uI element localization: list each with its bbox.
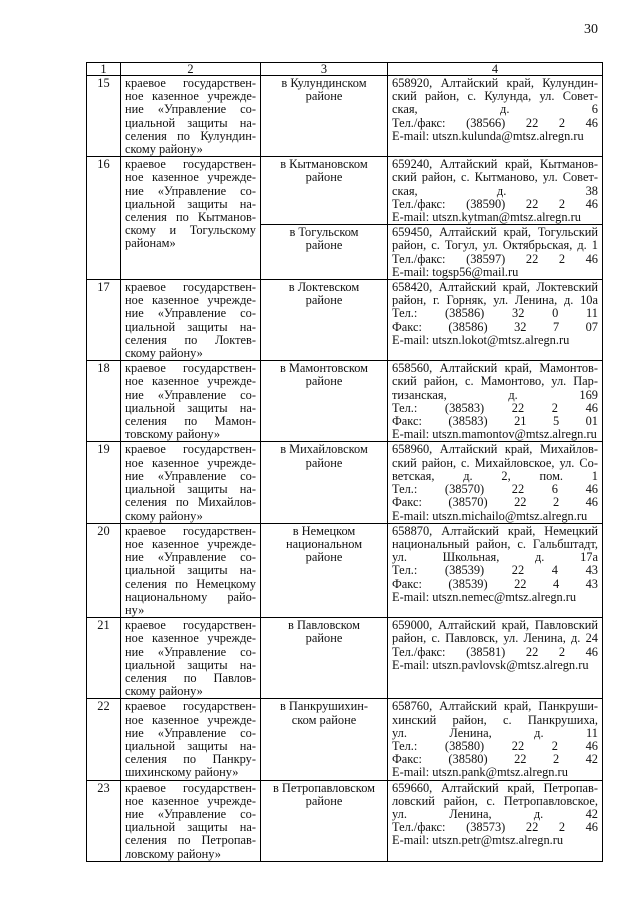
district-line: районе xyxy=(305,238,343,253)
row-number: 19 xyxy=(87,442,121,523)
organization-name-line: циальной защиты на- xyxy=(125,820,256,835)
address-line: E-mail: utszn.nemec@mtsz.alregn.ru xyxy=(392,589,577,604)
district xyxy=(261,699,388,780)
organization-name-line: национальному райо- xyxy=(125,589,256,604)
address-line: район, г. Горняк, ул. Ленина, д. 10а xyxy=(392,293,598,308)
district xyxy=(261,523,388,617)
address-line: национальный район, с. Гальбштадт, xyxy=(392,536,598,551)
organization-name xyxy=(121,523,261,617)
address-contacts xyxy=(388,76,603,157)
table-row xyxy=(87,699,603,780)
address-line: район, с. Павловск, ул. Ленина, д. 24 xyxy=(392,631,598,646)
row-number: 23 xyxy=(87,780,121,861)
address-line: Тел./факс: (38566) 22 2 46 xyxy=(392,115,598,130)
row-number: 20 xyxy=(87,523,121,617)
address-line: Тел./факс: (38581) 22 2 46 xyxy=(392,644,598,659)
district-line: в Локтевском xyxy=(288,280,360,295)
district-line: районе xyxy=(305,550,343,565)
address-contacts xyxy=(388,618,603,699)
district-line: в Тогульском xyxy=(289,225,359,240)
organization-name-line: селения по Немецкому xyxy=(125,576,256,591)
organization-name-line: селения по Павлов- xyxy=(125,670,256,685)
address-line: тизанская, д. 169 xyxy=(392,387,598,402)
organization-name-line: краевое государствен- xyxy=(125,442,256,457)
address-line: 658760, Алтайский край, Панкруши- xyxy=(392,699,598,714)
address-contacts xyxy=(388,157,603,225)
organization-name-line: ние «Управление со- xyxy=(125,806,256,821)
address-line: ловский район, с. Петропавловское, xyxy=(392,793,598,808)
district xyxy=(261,780,388,861)
district-line: в Панкрушихин- xyxy=(279,699,369,714)
organization-name xyxy=(121,157,261,280)
address-line: 658920, Алтайский край, Кулундин- xyxy=(392,76,598,90)
organization-name-line: скому и Тогульскому xyxy=(125,223,256,238)
district xyxy=(261,280,388,361)
district xyxy=(261,225,388,280)
district xyxy=(261,442,388,523)
address-line: Тел./факс: (38597) 22 2 46 xyxy=(392,251,598,266)
organization-name-line: ное казенное учрежде- xyxy=(125,293,256,308)
address-line: E-mail: utszn.kytman@mtsz.alregn.ru xyxy=(392,210,581,225)
address-line: E-mail: utszn.pank@mtsz.alregn.ru xyxy=(392,765,568,780)
address-line: ул. Ленина, д. 11 xyxy=(392,725,598,740)
organization-name-line: ное казенное учрежде- xyxy=(125,170,256,185)
address-line: 659000, Алтайский край, Павловский xyxy=(392,618,598,633)
organization-name-line: краевое государствен- xyxy=(125,523,256,538)
organization-name-line: циальной защиты на- xyxy=(125,738,256,753)
address-line: E-mail: utszn.petr@mtsz.alregn.ru xyxy=(392,833,564,848)
organization-name-line: краевое государствен- xyxy=(125,780,256,795)
address-line: E-mail: utszn.lokot@mtsz.alregn.ru xyxy=(392,332,570,347)
district xyxy=(261,361,388,442)
address-line: 659240, Алтайский край, Кытманов- xyxy=(392,157,598,172)
address-line: E-mail: utszn.michailo@mtsz.alregn.ru xyxy=(392,508,588,523)
organization-name-line: ное казенное учрежде- xyxy=(125,536,256,551)
address-line: Тел.: (38586) 32 0 11 xyxy=(392,306,598,321)
organization-name-line: селения по Петропав- xyxy=(125,833,256,848)
district-line: в Петропавловском xyxy=(272,780,376,795)
organization-name-line: краевое государствен- xyxy=(125,76,256,90)
organization-name-line: ное казенное учрежде- xyxy=(125,89,256,104)
table-row xyxy=(87,157,603,225)
address-contacts xyxy=(388,442,603,523)
address-line: Тел.: (38583) 22 2 46 xyxy=(392,400,598,415)
row-number: 17 xyxy=(87,280,121,361)
address-line: ул. Школьная, д. 17а xyxy=(392,550,598,565)
organization-name-line: селения по Михайлов- xyxy=(125,495,256,510)
address-line: E-mail: utszn.kulunda@mtsz.alregn.ru xyxy=(392,128,584,143)
district xyxy=(261,618,388,699)
organization-name-line: шихинскому району» xyxy=(125,765,239,780)
district-line: ском районе xyxy=(291,712,357,727)
address-line: ский район, с. Мамонтово, ул. Пар- xyxy=(392,374,598,389)
organization-name-line: ное казенное учрежде- xyxy=(125,455,256,470)
address-line: Факс: (38583) 21 5 01 xyxy=(392,414,598,429)
district-line: районе xyxy=(305,89,343,104)
organization-name-line: скому району» xyxy=(125,684,203,699)
organization-name-line: ние «Управление со- xyxy=(125,387,256,402)
organization-name-line: районам» xyxy=(125,236,176,251)
organization-name-line: ное казенное учрежде- xyxy=(125,712,256,727)
organization-name-line: ное казенное учрежде- xyxy=(125,631,256,646)
address-contacts xyxy=(388,523,603,617)
address-line: E-mail: utszn.pavlovsk@mtsz.alregn.ru xyxy=(392,657,589,672)
table-row xyxy=(87,523,603,617)
organization-name-line: ловскому району» xyxy=(125,846,221,861)
district xyxy=(261,157,388,225)
address-line: 659660, Алтайский край, Петропав- xyxy=(392,780,598,795)
row-number: 15 xyxy=(87,76,121,157)
district-line: в Михайловском xyxy=(280,442,368,457)
address-line: хинский район, с. Панкрушиха, xyxy=(392,712,598,727)
address-line: 658560, Алтайский край, Мамонтов- xyxy=(392,361,598,376)
organization-name-line: циальной защиты на- xyxy=(125,482,256,497)
organization-name-line: ние «Управление со- xyxy=(125,306,256,321)
organization-name-line: краевое государствен- xyxy=(125,618,256,633)
organization-name-line: ние «Управление со- xyxy=(125,102,256,117)
organization-name-line: селения по Кытманов- xyxy=(125,210,256,225)
district-line: районе xyxy=(305,455,343,470)
organization-name-line: ние «Управление со- xyxy=(125,183,256,198)
organization-name xyxy=(121,361,261,442)
address-contacts xyxy=(388,780,603,861)
address-line: E-mail: utszn.mamontov@mtsz.alregn.ru xyxy=(392,427,597,442)
organization-name-line: циальной защиты на- xyxy=(125,115,256,130)
table-row xyxy=(87,76,603,157)
address-line: Факс: (38580) 22 2 42 xyxy=(392,752,598,767)
district-line: районе xyxy=(305,793,343,808)
organization-name-line: краевое государствен- xyxy=(125,157,256,172)
address-line: 658960, Алтайский край, Михайлов- xyxy=(392,442,598,457)
organization-name xyxy=(121,618,261,699)
address-contacts xyxy=(388,280,603,361)
table-header-row xyxy=(87,63,603,76)
address-line: ул. Ленина, д. 42 xyxy=(392,806,598,821)
organization-name-line: ное казенное учрежде- xyxy=(125,374,256,389)
address-line: Тел./факс: (38573) 22 2 46 xyxy=(392,820,598,835)
address-line: ский район, с. Кытманово, ул. Совет- xyxy=(392,170,598,185)
address-contacts xyxy=(388,361,603,442)
address-line: Факс: (38570) 22 2 46 xyxy=(392,495,598,510)
table-row xyxy=(87,442,603,523)
district-line: в Мамонтовском xyxy=(279,361,369,376)
address-contacts xyxy=(388,225,603,280)
header-col-4: 4 xyxy=(388,63,603,76)
organization-name-line: ну» xyxy=(125,602,145,617)
row-number: 21 xyxy=(87,618,121,699)
district-line: в Павловском xyxy=(288,618,360,633)
district xyxy=(261,76,388,157)
organization-name xyxy=(121,280,261,361)
organization-name-line: товскому району» xyxy=(125,427,221,442)
organization-name-line: циальной защиты на- xyxy=(125,196,256,211)
organization-name xyxy=(121,699,261,780)
row-number: 18 xyxy=(87,361,121,442)
organization-name-line: скому району» xyxy=(125,346,203,361)
organization-name-line: циальной защиты на- xyxy=(125,400,256,415)
address-line: 658870, Алтайский край, Немецкий xyxy=(392,523,598,538)
header-col-3: 3 xyxy=(261,63,388,76)
header-col-1: 1 xyxy=(87,63,121,76)
address-line: Тел./факс: (38590) 22 2 46 xyxy=(392,196,598,211)
organization-name-line: селения по Мамон- xyxy=(125,414,256,429)
address-line: Тел.: (38539) 22 4 43 xyxy=(392,563,598,578)
table-row xyxy=(87,618,603,699)
address-line: 658420, Алтайский край, Локтевский xyxy=(392,280,598,295)
row-number: 22 xyxy=(87,699,121,780)
address-contacts xyxy=(388,699,603,780)
offices-table xyxy=(86,62,603,862)
district-line: районе xyxy=(305,631,343,646)
address-line: ветская, д. 2, пом. 1 xyxy=(392,468,598,483)
district-line: районе xyxy=(305,374,343,389)
organization-name-line: ние «Управление со- xyxy=(125,550,256,565)
organization-name-line: селения по Панкру- xyxy=(125,752,256,767)
organization-name-line: краевое государствен- xyxy=(125,361,256,376)
organization-name-line: ние «Управление со- xyxy=(125,725,256,740)
organization-name-line: скому району» xyxy=(125,142,203,157)
address-line: Тел.: (38570) 22 6 46 xyxy=(392,482,598,497)
address-line: район, с. Тогул, ул. Октябрьская, д. 1 xyxy=(392,238,598,253)
address-line: ский район, с. Кулунда, ул. Совет- xyxy=(392,89,598,104)
organization-name xyxy=(121,442,261,523)
district-line: районе xyxy=(305,293,343,308)
district-line: национальном xyxy=(285,536,363,551)
address-line: ская, д. 6 xyxy=(392,102,598,117)
organization-name-line: циальной защиты на- xyxy=(125,563,256,578)
row-number: 16 xyxy=(87,157,121,280)
organization-name-line: краевое государствен- xyxy=(125,699,256,714)
address-line: 659450, Алтайский край, Тогульский xyxy=(392,225,598,240)
district-line: в Немецком xyxy=(292,523,356,538)
district-line: в Кулундинском xyxy=(281,76,367,90)
address-line: E-mail: togsp56@mail.ru xyxy=(392,264,519,279)
table-row xyxy=(87,280,603,361)
address-line: ская, д. 38 xyxy=(392,183,598,198)
district-line: в Кытмановском xyxy=(280,157,368,172)
page-number: 30 xyxy=(584,22,598,37)
address-line: ский район, с. Михайловское, ул. Со- xyxy=(392,455,598,470)
organization-name-line: ное казенное учрежде- xyxy=(125,793,256,808)
organization-name-line: циальной защиты на- xyxy=(125,319,256,334)
organization-name-line: селения по Кулундин- xyxy=(125,128,256,143)
organization-name xyxy=(121,780,261,861)
organization-name-line: циальной защиты на- xyxy=(125,657,256,672)
organization-name xyxy=(121,76,261,157)
address-line: Факс: (38539) 22 4 43 xyxy=(392,576,598,591)
organization-name-line: краевое государствен- xyxy=(125,280,256,295)
address-line: Факс: (38586) 32 7 07 xyxy=(392,319,598,334)
organization-name-line: скому району» xyxy=(125,508,203,523)
address-line: Тел.: (38580) 22 2 46 xyxy=(392,738,598,753)
header-col-2: 2 xyxy=(121,63,261,76)
organization-name-line: селения по Локтев- xyxy=(125,332,256,347)
table-row xyxy=(87,361,603,442)
district-line: районе xyxy=(305,170,343,185)
organization-name-line: ние «Управление со- xyxy=(125,644,256,659)
table-row xyxy=(87,780,603,861)
organization-name-line: ние «Управление со- xyxy=(125,468,256,483)
